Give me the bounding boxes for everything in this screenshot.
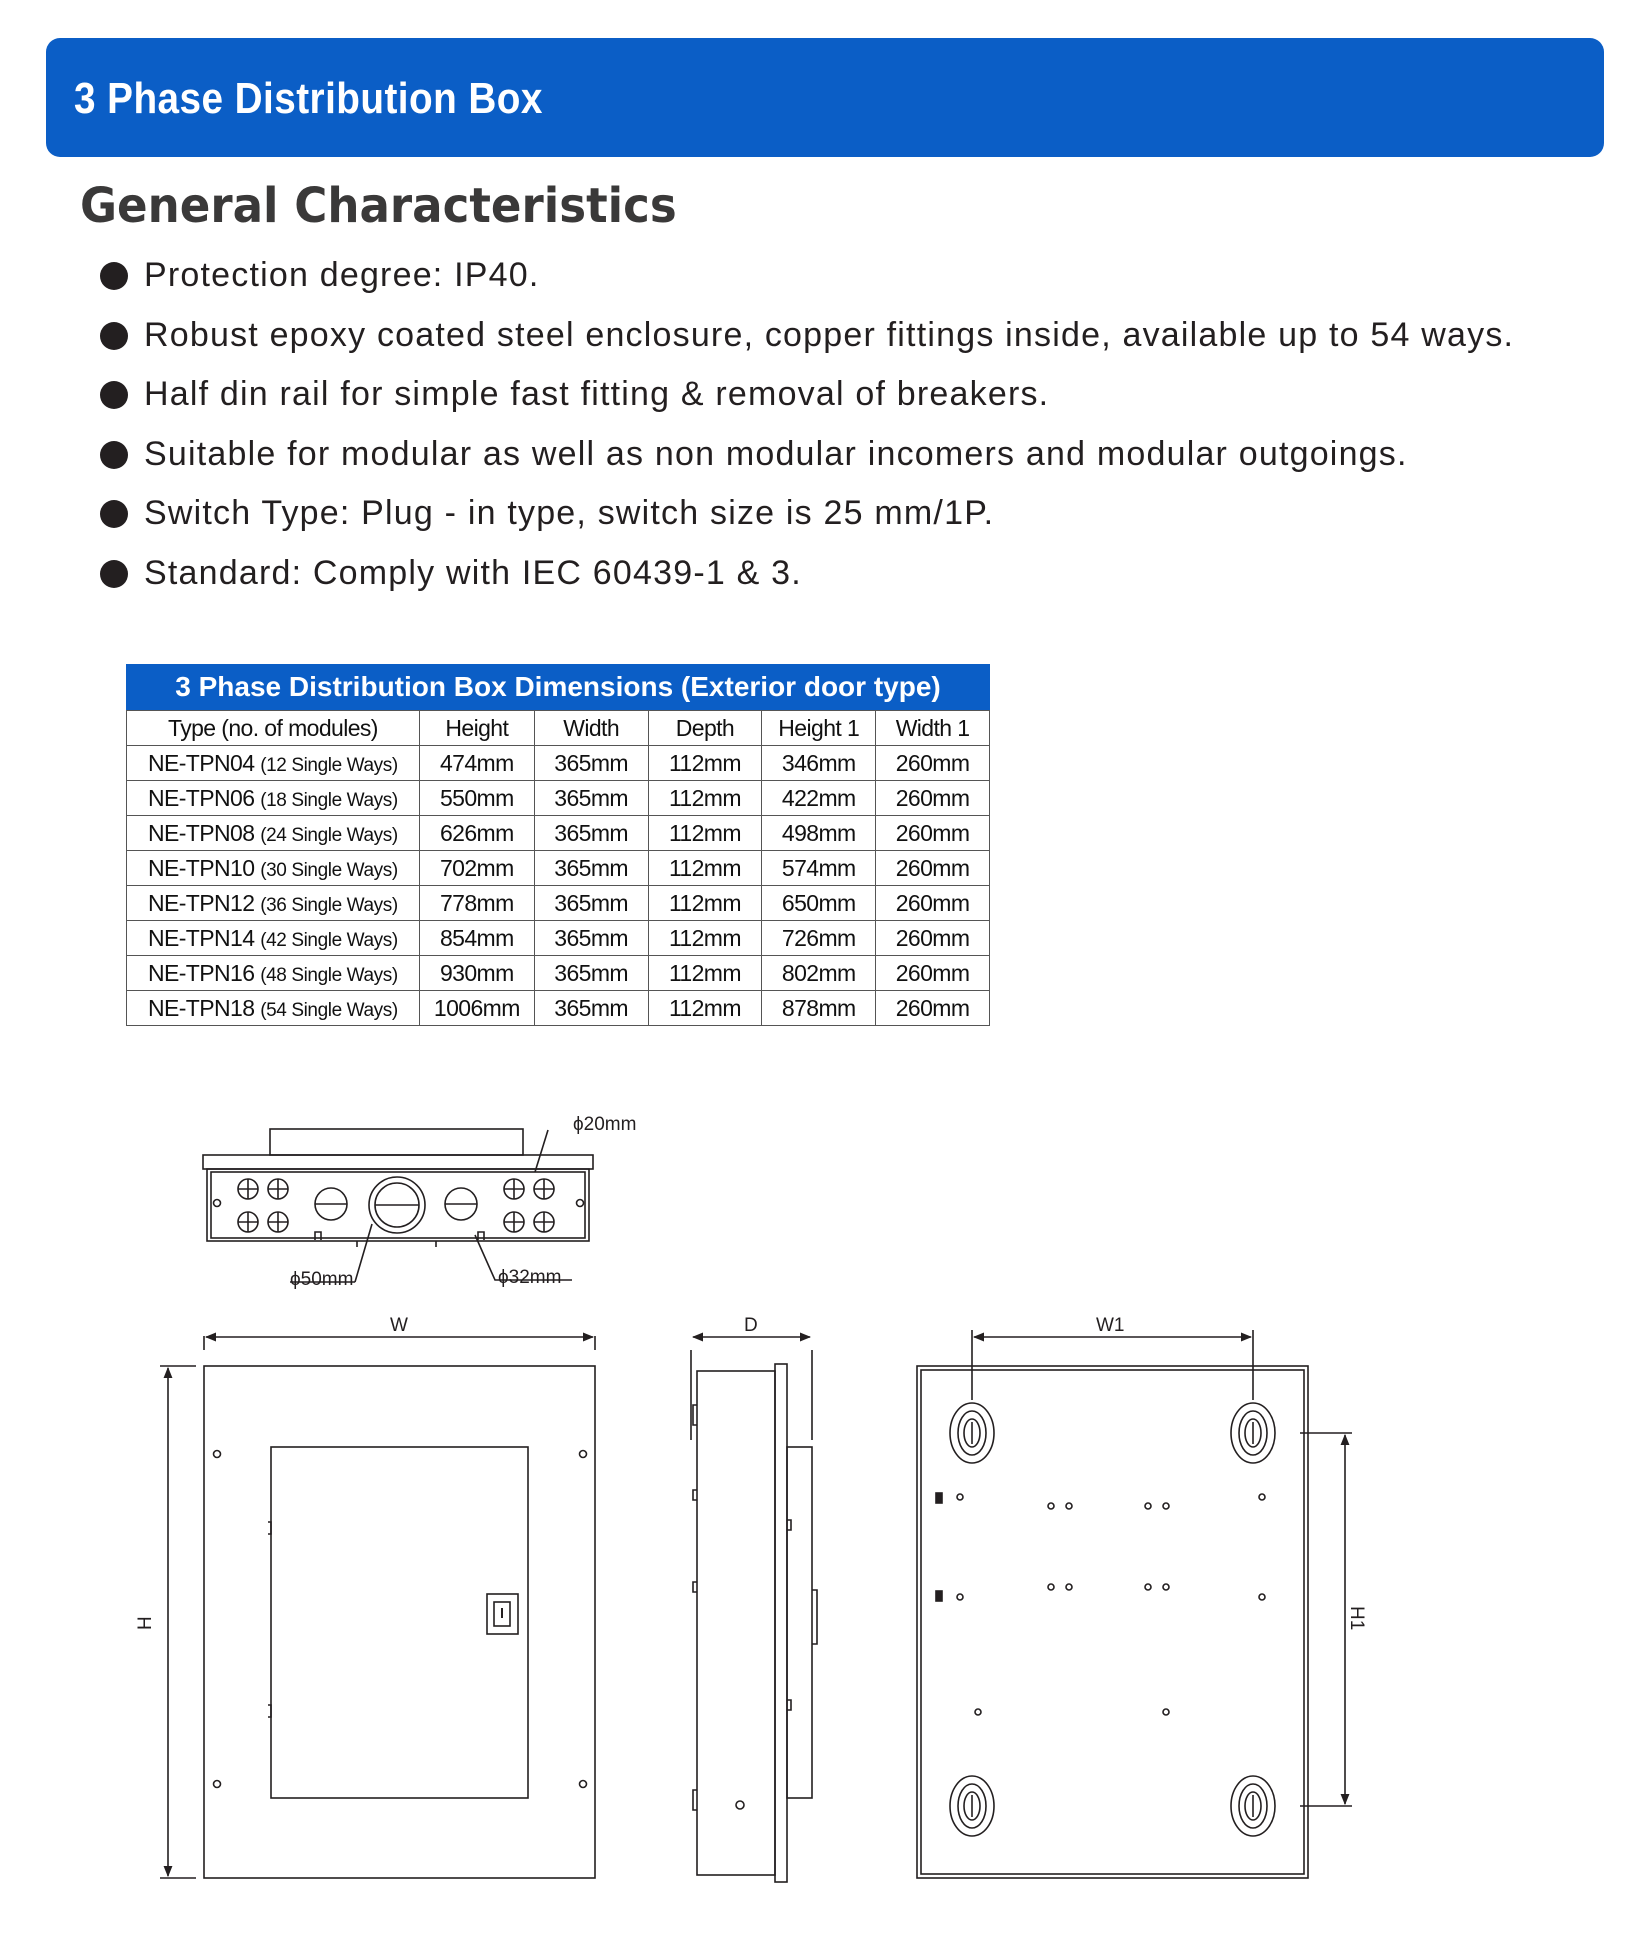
hole-32-label: ϕ32mm [498, 1267, 562, 1288]
depth-cell: 112mm [648, 921, 762, 956]
column-header-height1: Height 1 [762, 711, 876, 746]
dimension-h-label: H [135, 1616, 156, 1630]
column-header-type: Type (no. of modules) [127, 711, 420, 746]
feature-text: Robust epoxy coated steel enclosure, copper fittings inside, available up to 54 ways. [144, 315, 1515, 354]
width1-cell: 260mm [876, 851, 990, 886]
width1-cell: 260mm [876, 956, 990, 991]
model-name: NE-TPN10 [148, 854, 255, 881]
column-header-width1: Width 1 [876, 711, 990, 746]
depth-cell: 112mm [648, 886, 762, 921]
model-name: NE-TPN18 [148, 994, 255, 1021]
width-cell: 365mm [534, 991, 648, 1026]
width-cell: 365mm [534, 851, 648, 886]
width1-cell: 260mm [876, 816, 990, 851]
section-title: General Characteristics [80, 178, 677, 234]
page-title: 3 Phase Distribution Box [74, 74, 543, 123]
feature-text: Standard: Comply with IEC 60439-1 & 3. [144, 553, 802, 592]
height1-cell: 422mm [762, 781, 876, 816]
mounting-slot [1231, 1403, 1275, 1463]
height1-cell: 574mm [762, 851, 876, 886]
width1-cell: 260mm [876, 991, 990, 1026]
feature-text: Half din rail for simple fast fitting & removal of breakers. [144, 375, 1050, 413]
column-header-width: Width [534, 711, 648, 746]
height1-cell: 802mm [762, 956, 876, 991]
height-cell: 626mm [419, 816, 534, 851]
height-cell: 854mm [419, 921, 534, 956]
model-name: NE-TPN12 [148, 889, 255, 916]
model-name: NE-TPN14 [148, 924, 255, 951]
height-cell: 930mm [419, 956, 534, 991]
hole-50-label: ϕ50mm [290, 1269, 354, 1290]
feature-text: Suitable for modular as well as non modular incomers and modular outgoings. [144, 434, 1408, 473]
mounting-slot [950, 1403, 994, 1463]
mounting-slot [1231, 1776, 1275, 1836]
width1-cell: 260mm [876, 921, 990, 956]
ways-count: (12 Single Ways) [260, 754, 398, 776]
ways-count: (48 Single Ways) [260, 964, 398, 986]
depth-cell: 112mm [648, 991, 762, 1026]
dimension-h1-label: H1 [1346, 1606, 1367, 1631]
height-cell: 550mm [419, 781, 534, 816]
depth-cell: 112mm [648, 816, 762, 851]
dimension-w1-label: W1 [1096, 1315, 1125, 1336]
width1-cell: 260mm [876, 886, 990, 921]
width-cell: 365mm [534, 746, 648, 781]
width-cell: 365mm [534, 921, 648, 956]
depth-cell: 112mm [648, 851, 762, 886]
width-cell: 365mm [534, 816, 648, 851]
width1-cell: 260mm [876, 781, 990, 816]
height-cell: 474mm [419, 746, 534, 781]
width-cell: 365mm [534, 886, 648, 921]
side-view-drawing [691, 1337, 817, 1882]
width1-cell: 260mm [876, 746, 990, 781]
hole-20-label: ϕ20mm [573, 1114, 637, 1135]
ways-count: (18 Single Ways) [260, 789, 398, 811]
fixing-holes [936, 1493, 1265, 1715]
depth-cell: 112mm [648, 956, 762, 991]
depth-cell: 112mm [648, 781, 762, 816]
height1-cell: 346mm [762, 746, 876, 781]
column-header-height: Height [419, 711, 534, 746]
top-view-drawing [203, 1129, 593, 1282]
ways-count: (42 Single Ways) [260, 929, 398, 951]
table-title: 3 Phase Distribution Box Dimensions (Exterior door type) [126, 664, 990, 710]
mounting-slot [950, 1776, 994, 1836]
dimension-d-label: D [744, 1315, 758, 1336]
ways-count: (24 Single Ways) [260, 824, 398, 846]
front-view-drawing [160, 1336, 595, 1878]
height1-cell: 878mm [762, 991, 876, 1026]
model-name: NE-TPN06 [148, 784, 255, 811]
model-name: NE-TPN08 [148, 819, 255, 846]
ways-count: (54 Single Ways) [260, 999, 398, 1021]
width-cell: 365mm [534, 781, 648, 816]
column-header-depth: Depth [648, 711, 762, 746]
knockout-group-right [504, 1179, 554, 1232]
height-cell: 702mm [419, 851, 534, 886]
height-cell: 778mm [419, 886, 534, 921]
height1-cell: 650mm [762, 886, 876, 921]
height-cell: 1006mm [419, 991, 534, 1026]
back-view-drawing [917, 1330, 1352, 1878]
model-name: NE-TPN16 [148, 959, 255, 986]
model-name: NE-TPN04 [148, 749, 255, 776]
height1-cell: 498mm [762, 816, 876, 851]
dimension-w-label: W [390, 1315, 408, 1336]
knockout-group-left [238, 1179, 288, 1232]
height1-cell: 726mm [762, 921, 876, 956]
ways-count: (36 Single Ways) [260, 894, 398, 916]
ways-count: (30 Single Ways) [260, 859, 398, 881]
width-cell: 365mm [534, 956, 648, 991]
feature-text: Switch Type: Plug - in type, switch size is 25 mm/1P. [144, 494, 995, 532]
depth-cell: 112mm [648, 746, 762, 781]
feature-text: Protection degree: IP40. [144, 256, 540, 294]
